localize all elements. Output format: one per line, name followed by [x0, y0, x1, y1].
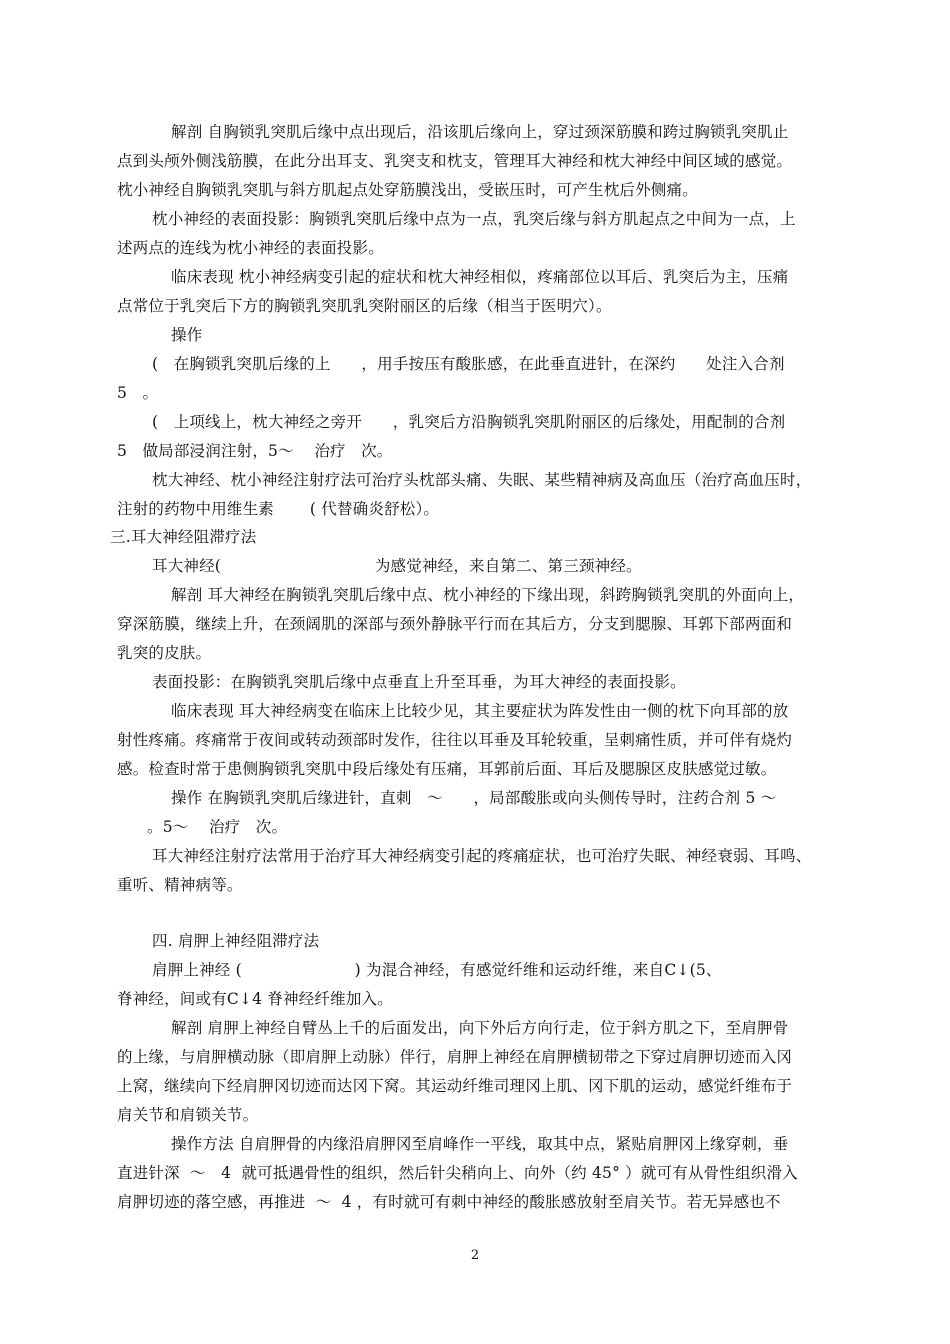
- text-line: 上窝，继续向下经肩胛冈切迹而达冈下窝。其运动纤维司理冈上肌、冈下肌的运动，感觉纤维布于: [117, 1077, 793, 1095]
- text-line: 。5～ 治疗 次。: [147, 818, 288, 836]
- text-line: 解剖 自胸锁乳突肌后缘中点出现后，沿该肌后缘向上，穿过颈深筋膜和跨过胸锁乳突肌止: [171, 123, 789, 141]
- text-line: 肩胛上神经 ( ) 为混合神经，有感觉纤维和运动纤维，来自C↓(5、: [152, 961, 722, 979]
- page-number: 2: [470, 1248, 480, 1263]
- text-line: 枕小神经的表面投影：胸锁乳突肌后缘中点为一点，乳突后缘与斜方肌起点之中间为一点，上: [152, 210, 796, 228]
- text-line: 射性疼痛。疼痛常于夜间或转动颈部时发作，往往以耳垂及耳轮较重，呈刺痛性质，并可伴有烧灼: [117, 731, 793, 749]
- text-line: 枕小神经自胸锁乳突肌与斜方肌起点处穿筋膜浅出，受嵌压时，可产生枕后外侧痛。: [117, 181, 698, 199]
- text-line: 重听、精神病等。: [117, 876, 243, 894]
- text-line: 解剖 肩胛上神经自臂丛上千的后面发出，向下外后方向行走，位于斜方肌之下，至肩胛骨: [171, 1019, 789, 1037]
- text-line: 点常位于乳突后下方的胸锁乳突肌乳突附丽区的后缘（相当于医明穴）。: [117, 297, 612, 315]
- text-line: 三.耳大神经阻滞疗法: [110, 528, 257, 546]
- text-line: 临床表现 耳大神经病变在临床上比较少见，其主要症状为阵发性由一侧的枕下向耳部的放: [171, 702, 789, 720]
- text-line: 直进针深 ～ 4 就可抵遇骨性的组织，然后针尖稍向上、向外（约 45° ）就可有从骨性组织滑入: [117, 1164, 798, 1182]
- text-line: 的上缘，与肩胛横动脉（即肩胛上动脉）伴行，肩胛上神经在肩胛横韧带之下穿过肩胛切迹而入冈: [117, 1048, 793, 1066]
- text-line: 枕大神经、枕小神经注射疗法可治疗头枕部头痛、失眠、某些精神病及高血压（治疗高血压时，: [152, 471, 812, 489]
- text-line: ( 在胸锁乳突肌后缘的上 ，用手按压有酸胀感，在此垂直进针，在深约 处注入合剂: [152, 355, 785, 373]
- text-line: 感。检查时常于患侧胸锁乳突肌中段后缘处有压痛，耳郭前后面、耳后及腮腺区皮肤感觉过敏。: [117, 760, 777, 778]
- text-line: 脊神经，间或有C↓4 脊神经纤维加入。: [117, 990, 393, 1008]
- text-line: 操作: [171, 326, 203, 344]
- text-line: 穿深筋膜，继续上升，在颈阔肌的深部与颈外静脉平行而在其后方，分支到腮腺、耳郭下部两面和: [117, 615, 793, 633]
- text-line: 临床表现 枕小神经病变引起的症状和枕大神经相似，疼痛部位以耳后、乳突后为主，压痛: [171, 268, 789, 286]
- text-line: 操作方法 自肩胛骨的内缘沿肩胛冈至肩峰作一平线，取其中点，紧贴肩胛冈上缘穿刺，垂: [171, 1135, 789, 1153]
- text-line: 四. 肩胛上神经阻滞疗法: [152, 932, 320, 950]
- text-line: 耳大神经注射疗法常用于治疗耳大神经病变引起的疼痛症状，也可治疗失眠、神经衰弱、耳鸣、: [152, 847, 812, 865]
- text-line: 点到头颅外侧浅筋膜，在此分出耳支、乳突支和枕支，管理耳大神经和枕大神经中间区域的感觉。: [117, 152, 793, 170]
- text-line: 耳大神经( 为感觉神经，来自第二、第三颈神经。: [152, 557, 642, 575]
- text-line: 述两点的连线为枕小神经的表面投影。: [117, 239, 384, 257]
- text-line: 肩胛切迹的落空感，再推进 ～ 4 ，有时就可有刺中神经的酸胀感放射至肩关节。若无异感也不: [117, 1193, 781, 1211]
- text-line: ( 上项线上，枕大神经之旁开 ，乳突后方沿胸锁乳突肌附丽区的后缘处，用配制的合剂: [152, 413, 786, 431]
- text-line: 操作 在胸锁乳突肌后缘进针，直刺 ～ ，局部酸胀或向头侧传导时，注药合剂 5 ～: [171, 789, 777, 807]
- text-line: 5 。: [117, 384, 159, 402]
- text-line: 表面投影：在胸锁乳突肌后缘中点垂直上升至耳垂，为耳大神经的表面投影。: [152, 673, 686, 691]
- text-line: 5 做局部浸润注射，5～ 治疗 次。: [117, 442, 393, 460]
- text-line: 肩关节和肩锁关节。: [117, 1106, 259, 1124]
- text-line: 注射的药物中用维生素 ( 代替确炎舒松）。: [117, 500, 440, 518]
- text-line: 乳突的皮肤。: [117, 644, 212, 662]
- text-line: 解剖 耳大神经在胸锁乳突肌后缘中点、枕小神经的下缘出现，斜跨胸锁乳突肌的外面向上，: [171, 586, 805, 604]
